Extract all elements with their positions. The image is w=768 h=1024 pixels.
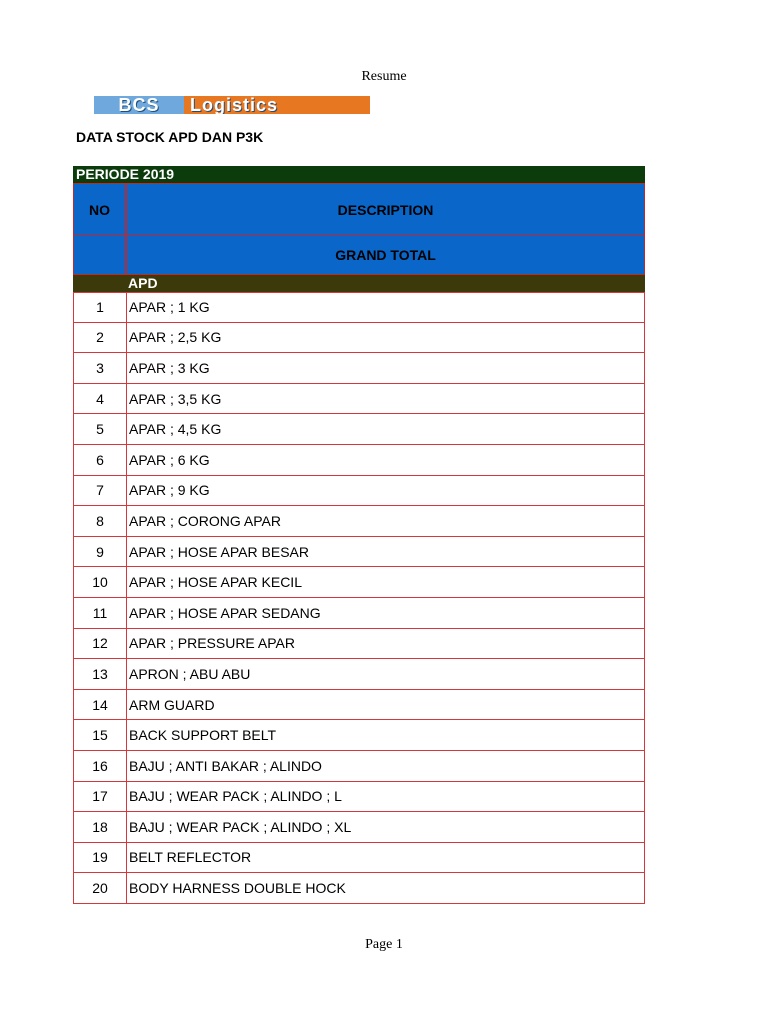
row-description: APAR ; HOSE APAR KECIL [126, 567, 645, 598]
company-logo [94, 96, 370, 114]
row-number: 8 [73, 506, 126, 537]
periode-row: PERIODE 2019 [73, 166, 645, 183]
table-row [73, 292, 645, 323]
stock-table [73, 166, 645, 904]
row-description: BAJU ; ANTI BAKAR ; ALINDO [126, 751, 645, 782]
col-header-no: NO [73, 183, 126, 236]
row-description: APAR ; 3,5 KG [126, 384, 645, 415]
table-row [73, 384, 645, 415]
row-number: 10 [73, 567, 126, 598]
row-description: APAR ; 3 KG [126, 353, 645, 384]
table-row [73, 720, 645, 751]
row-description: APAR ; 1 KG [126, 292, 645, 323]
row-description: APAR ; PRESSURE APAR [126, 629, 645, 660]
table-row [73, 782, 645, 813]
row-number: 11 [73, 598, 126, 629]
page-footer: Page 1 [365, 937, 403, 952]
table-body [73, 292, 645, 904]
row-description: BODY HARNESS DOUBLE HOCK [126, 873, 645, 904]
row-number: 14 [73, 690, 126, 721]
row-number: 18 [73, 812, 126, 843]
row-description: APAR ; HOSE APAR BESAR [126, 537, 645, 568]
table-row [73, 353, 645, 384]
table-row [73, 659, 645, 690]
logo-part-bcs: BCS [94, 96, 184, 114]
table-row [73, 567, 645, 598]
grand-total-no-cell [73, 236, 126, 275]
row-number: 5 [73, 414, 126, 445]
row-description: APAR ; 9 KG [126, 476, 645, 507]
row-number: 19 [73, 843, 126, 874]
row-description: BAJU ; WEAR PACK ; ALINDO ; L [126, 782, 645, 813]
row-description: BACK SUPPORT BELT [126, 720, 645, 751]
row-number: 1 [73, 292, 126, 323]
row-description: APAR ; HOSE APAR SEDANG [126, 598, 645, 629]
row-description: ARM GUARD [126, 690, 645, 721]
col-header-description: DESCRIPTION [126, 183, 645, 236]
row-number: 9 [73, 537, 126, 568]
row-number: 16 [73, 751, 126, 782]
row-number: 4 [73, 384, 126, 415]
header-row [73, 183, 645, 236]
table-row [73, 629, 645, 660]
table-row [73, 690, 645, 721]
table-row [73, 751, 645, 782]
table-row [73, 843, 645, 874]
row-number: 7 [73, 476, 126, 507]
grand-total-label: GRAND TOTAL [126, 236, 645, 275]
table-row [73, 476, 645, 507]
row-description: BELT REFLECTOR [126, 843, 645, 874]
row-description: APAR ; 6 KG [126, 445, 645, 476]
row-number: 15 [73, 720, 126, 751]
section-row-apd: APD [73, 275, 645, 292]
row-number: 12 [73, 629, 126, 660]
table-row [73, 537, 645, 568]
row-number: 17 [73, 782, 126, 813]
row-number: 3 [73, 353, 126, 384]
document-title: DATA STOCK APD DAN P3K [76, 129, 264, 145]
table-row [73, 812, 645, 843]
page-header: Resume [361, 69, 407, 84]
row-number: 2 [73, 323, 126, 354]
logo-part-logistics: Logistics [184, 96, 370, 114]
table-row [73, 506, 645, 537]
grand-total-row [73, 236, 645, 275]
table-row [73, 414, 645, 445]
table-row [73, 598, 645, 629]
row-description: APRON ; ABU ABU [126, 659, 645, 690]
table-row [73, 873, 645, 904]
table-row [73, 445, 645, 476]
row-number: 20 [73, 873, 126, 904]
row-description: BAJU ; WEAR PACK ; ALINDO ; XL [126, 812, 645, 843]
table-row [73, 323, 645, 354]
row-number: 6 [73, 445, 126, 476]
row-number: 13 [73, 659, 126, 690]
row-description: APAR ; 2,5 KG [126, 323, 645, 354]
row-description: APAR ; CORONG APAR [126, 506, 645, 537]
row-description: APAR ; 4,5 KG [126, 414, 645, 445]
